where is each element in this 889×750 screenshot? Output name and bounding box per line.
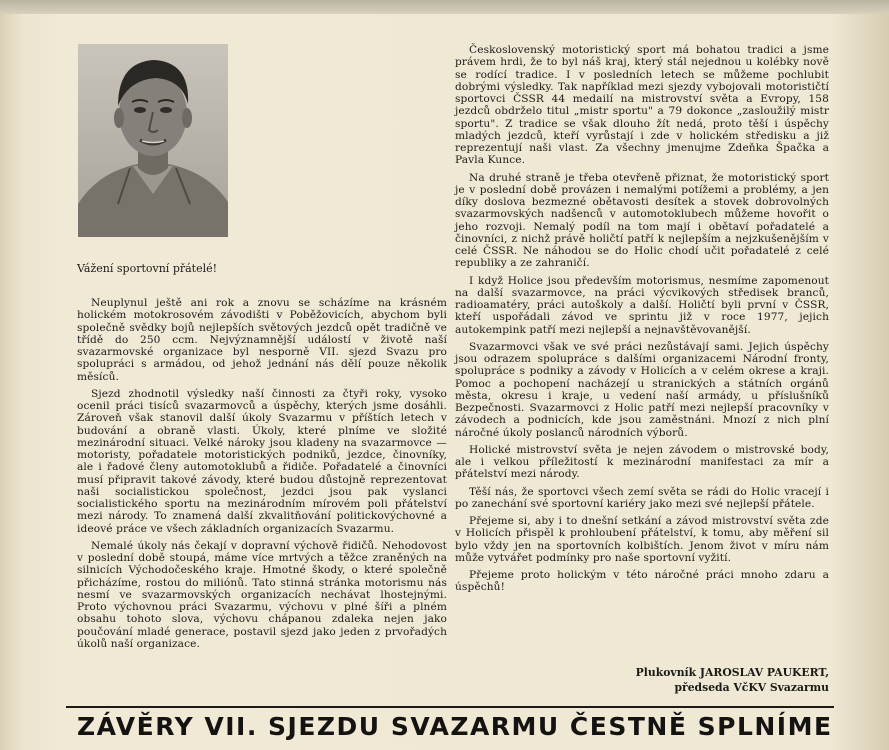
article-paragraph: Přejeme proto holickým v této náročné práci mnoho zdaru a úspěchů! [455,569,829,594]
signature-block [560,666,829,695]
article-paragraph: Neuplynul ještě ani rok a znovu se scházíme na krásném holickém motokrosovém závodišti v Poběžovicích, abychom byli společně svědky bojů nejlepších světových jezdců opět tradičně ve třídě do 250 ccm. Nejvýznamnější událostí v životě naší svazarmovské organizace byl nesporně VII. sjezd Svazu pro spolupráci s armádou, od jehož jednání nás dělí pouze několik měsíců. [77,297,447,383]
portrait-photo [78,44,228,237]
article-paragraph: I když Holice jsou především motorismus, nesmíme zapomenout na další svazarmovce, na práci výcvikových středisek branců, radioamatéry, práci autoškoly a další. Holičtí byli první v ČSSR, kteří uspořádali závod ve sprintu již v roce 1977, jejich autokempink patří mezi nejlepší a nejnavštěvovanější. [455,274,829,336]
article-paragraph: Československý motoristický sport má bohatou tradici a jsme právem hrdi, že to byl náš kraj, který stál nejednou u kolébky nově se rodící tradice. I v posledních letech se můžeme pochlubit dobrými výsledky. Tak například mezi sjezdy vybojovali motorističtí sportovci ČSSR 44 medailí na mistrovství světa a Evropy, 158 jezdců obdrželo titul „mistr sportu" a 79 dokonce „zasloužilý mistr sportu". Z tradice se však dlouho žít nedá, proto těší i úspěchy mladých jezdců, kteří vyrůstají i zde v holickém středisku a již reprezentují naši vlast. Za všechny jmenujme Zdeňka Špačka a Pavla Kunce. [455,44,829,167]
article-column-left [77,297,447,655]
headline: ZÁVĚRY VII. SJEZDU SVAZARMU ČESTNĚ SPLNÍME [77,712,833,741]
signature-title: předseda VčKV Svazarmu [674,680,829,694]
article-column-right [455,44,829,599]
page-top-edge [0,0,889,14]
signature-name: Plukovník JAROSLAV PAUKERT, [635,666,829,679]
article-paragraph: Nemalé úkoly nás čekají v dopravní výchově řidičů. Nehodovost v poslední době stoupá, máme více mrtvých a těžce zraněných na silnicích Východočeského kraje. Hmotné škody, o které společně přicházíme, rostou do miliónů. Tato stinná stránka motorismu nás nesmí ve svazarmovských organizacích nechávat lhostejnými. Proto výchovnou práci Svazarmu, výchovu v plné šíři a plném obsahu tohoto slova, výchovu chápanou zdaleka nejen jako poučování mladé generace, postavil sjezd jako jeden z prvořadých úkolů naší organizace. [77,539,447,650]
article-paragraph: Těší nás, že sportovci všech zemí světa se rádi do Holic vracejí i po zanechání své sportovní kariéry jako mezi své nejlepší přátele. [455,485,829,510]
article-paragraph: Na druhé straně je třeba otevřeně přiznat, že motoristický sport je v poslední době provázen i nemalými potížemi a problémy, a jen díky doslova bezmezné obětavosti desítek a stovek dobrovolných svazarmovských nadšenců v automotoklubech můžeme hovořit o jeho rozvoji. Nemalý podíl na tom mají i obětaví pořadatelé a činovníci, z nichž právě holičtí patří k nejlepším a nejzkušenějším v celé ČSSR. Ne náhodou se do Holic chodí učit pořadatelé z celé republiky a ze zahraničí. [455,171,829,270]
article-paragraph: Svazarmovci však ve své práci nezůstávají sami. Jejich úspěchy jsou odrazem spolupráce s dalšími organizacemi Národní fronty, spolupráce s podniky a závody v Holicích a v celém okrese a kraji. Pomoc a pochopení nacházejí u stranických a státních orgánů města, okresu i kraje, u vedení naší armády, u příslušníků Bezpečnosti. Svazarmovci z Holic patří mezi nejlepší pracovníky v závodech a podnicích, kde jsou zaměstnáni. Mnozí z nich plní náročné úkoly poslanců národních výborů. [455,340,829,439]
salutation: Vážení sportovní přátelé! [77,262,218,275]
article-paragraph: Přejeme si, aby i to dnešní setkání a závod mistrovství světa zde v Holicích přispěl k prohloubení přátelství, k tomu, aby měření sil bylo vždy jen na sportovních kolbištích. Jenom život v míru nám může vytvářet podmínky pro naše sportovní vyžití. [455,515,829,564]
divider-rule [66,706,834,708]
article-paragraph: Sjezd zhodnotil výsledky naší činnosti za čtyři roky, vysoko ocenil práci tisíců svazarmovců a úspěchy, kterých jsme dosáhli. Zároveň však stanovil další úkoly Svazarmu v příštích letech v budování a obraně vlasti. Úkoly, které plníme ve složité mezinárodní situaci. Velké nároky jsou kladeny na svazarmovce — motoristy, pořadatele motoristických podniků, jezdce, činovníky, ale i řadové členy automotoklubů a řidiče. Pořadatelé a činovníci musí připravit takové závody, které budou důstojně reprezentovat naši socialistickou společnost, jezdci jsou pak vyslanci socialistického sportu na mezinárodním mírovém poli přátelství mezi národy. To znamená další zkvalitňování politickovýchovné a ideové práce ve všech základních organizacích Svazarmu. [77,387,447,535]
article-paragraph: Holické mistrovství světa je nejen závodem o mistrovské body, ale i velkou příležitostí k mezinárodní manifestaci za mír a přátelství mezi národy. [455,443,829,481]
